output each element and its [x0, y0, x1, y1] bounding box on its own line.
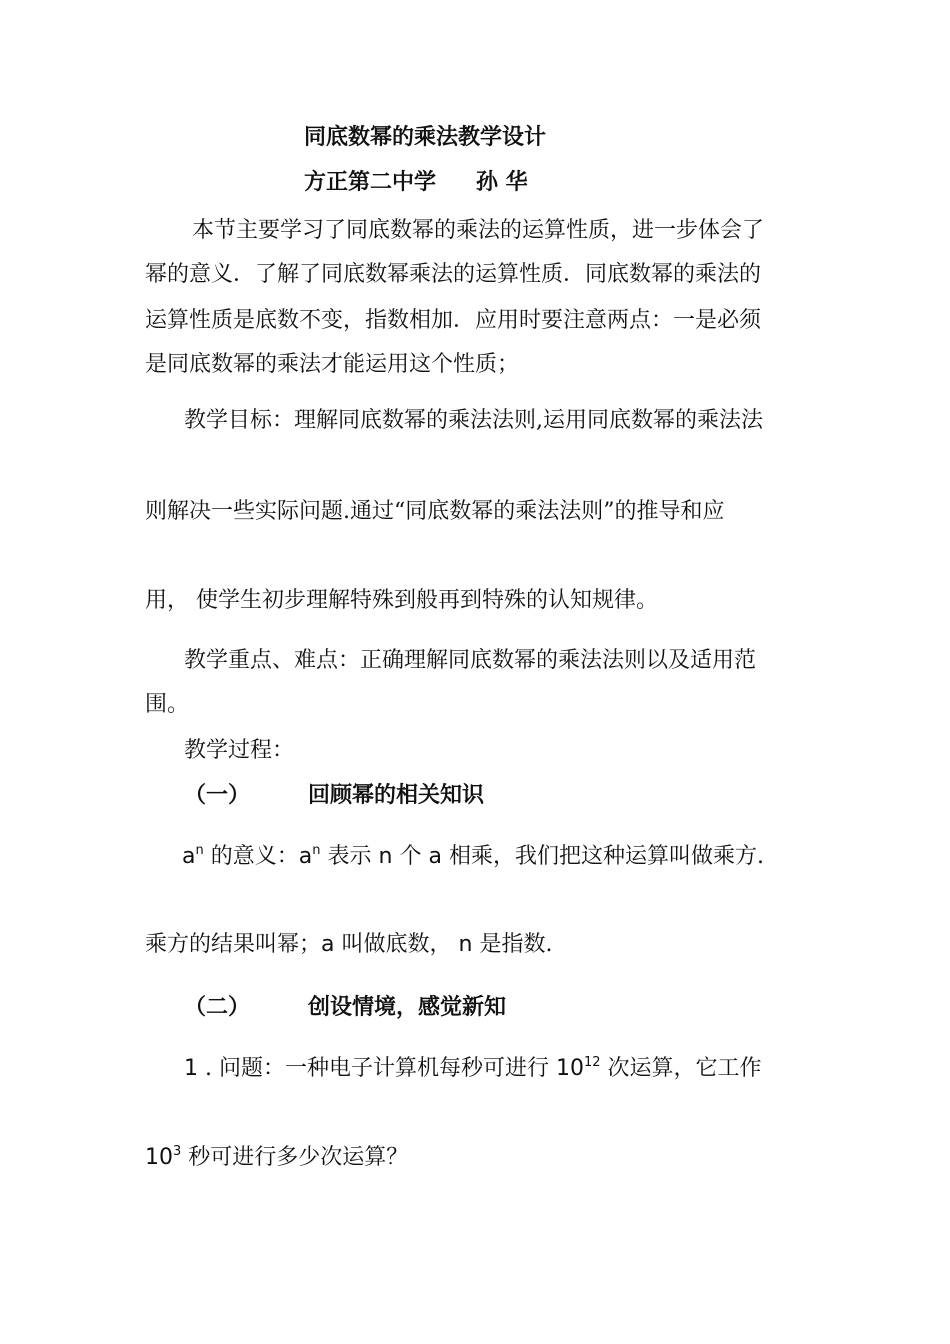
goals-line-2: 则解决一些实际问题.通过“同底数幂的乘法法则”的推导和应 — [145, 499, 725, 524]
process-label: 教学过程： — [184, 738, 295, 763]
problem-text: 次运算，它工作 — [607, 1056, 762, 1081]
meaning-text: 乘方的结果叫幂； — [145, 932, 322, 957]
power-exponent: 12 — [584, 1055, 601, 1070]
meaning-text: 表示 — [327, 844, 372, 869]
meaning-line-1 — [182, 842, 764, 872]
exponent-n: n — [312, 843, 321, 858]
meaning-line-2 — [145, 930, 552, 960]
var-a: a — [298, 844, 313, 869]
goals-line-1: 教学目标：理解同底数幂的乘法法则,运用同底数幂的乘法法 — [184, 408, 763, 433]
meaning-text: 相乘，我们把这种运算叫做乘方. — [448, 844, 764, 869]
intro-line-1: 本节主要学习了同底数幂的乘法的运算性质，进一步体会了 — [192, 218, 765, 243]
problem-line-1 — [184, 1054, 762, 1084]
section-2-title: 创设情境，感觉新知 — [308, 994, 507, 1020]
author-name: 孙 华 — [476, 169, 528, 195]
power-exponent: 3 — [173, 1144, 182, 1159]
var-a: a — [321, 932, 335, 957]
problem-text: 秒可进行多少次运算？ — [188, 1145, 409, 1170]
meaning-text: 个 — [399, 844, 422, 869]
goals-line-3: 用， 使学生初步理解特殊到般再到特殊的认知规律。 — [145, 588, 658, 613]
section-2-number: （二） — [184, 994, 251, 1020]
meaning-text: 叫做底数， — [341, 932, 452, 957]
document-title: 同底数幂的乘法教学设计 — [304, 124, 547, 150]
problem-line-2 — [145, 1143, 408, 1173]
problem-text: . 问题：一种电子计算机每秒可进行 — [205, 1056, 549, 1081]
power-base: 10 — [556, 1056, 584, 1081]
exponent-n: n — [195, 843, 204, 858]
problem-number: 1 — [184, 1056, 198, 1081]
power-base: 10 — [145, 1145, 173, 1170]
author-line — [304, 167, 528, 197]
intro-line-4: 是同底数幂的乘法才能运用这个性质； — [145, 352, 520, 377]
author-school: 方正第二中学 — [304, 169, 437, 195]
keypoints-line-1: 教学重点、难点：正确理解同底数幂的乘法法则以及适用范 — [184, 648, 757, 673]
intro-line-2: 幂的意义．了解了同底数幂乘法的运算性质．同底数幂的乘法的 — [145, 262, 762, 287]
meaning-text: 的意义： — [210, 844, 299, 869]
intro-line-3: 运算性质是底数不变，指数相加．应用时要注意两点：一是必须 — [145, 308, 762, 333]
meaning-text: 是指数. — [479, 932, 553, 957]
section-1-number: （一） — [184, 782, 251, 808]
var-a: a — [428, 844, 442, 869]
section-1-title: 回顾幂的相关知识 — [308, 782, 485, 808]
var-n: n — [458, 932, 473, 957]
var-a: a — [182, 844, 196, 869]
var-n: n — [378, 844, 393, 869]
keypoints-line-2: 围。 — [145, 692, 190, 717]
